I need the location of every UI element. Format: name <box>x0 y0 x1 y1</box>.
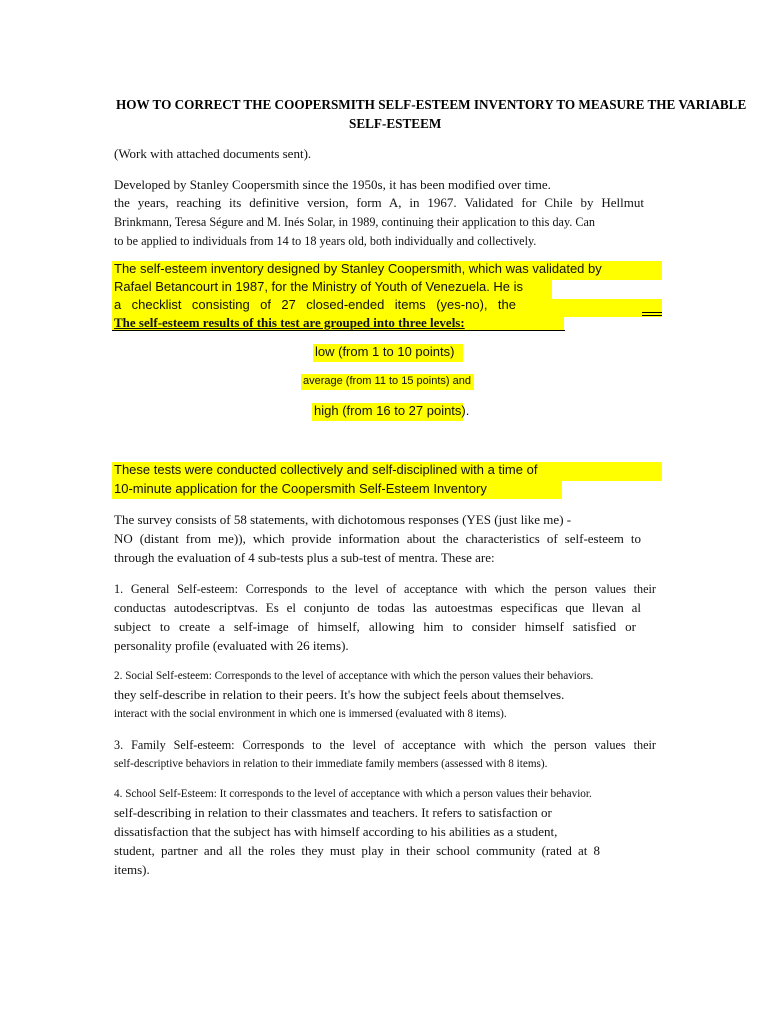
level-average <box>303 375 471 388</box>
level-high <box>314 404 469 419</box>
social-self-esteem-line-2: they self-describe in relation to their peers. It's how the subject feels about themselves. <box>114 687 565 702</box>
level-low: low (from 1 to 10 points) <box>315 344 455 359</box>
inventory-description-line-3: a checklist consisting of 27 closed-ended items (yes-no), the <box>114 297 516 312</box>
general-self-esteem-line-1: 1. General Self-esteem: Corresponds to the level of acceptance with which the person values their <box>114 582 656 596</box>
inventory-description-line-1: The self-esteem inventory designed by Stanley Coopersmith, which was validated by <box>114 261 602 276</box>
survey-paragraph-line-1: The survey consists of 58 statements, with dichotomous responses (YES (just like me) - <box>114 512 572 527</box>
general-self-esteem-line-2: conductas autodescriptvas. Es el conjunto de todas las autoestmas especificas que llevan al <box>114 600 641 615</box>
underline-mark <box>642 312 662 314</box>
underline-mark <box>642 315 662 317</box>
family-self-esteem-line-2: self-descriptive behaviors in relation to their immediate family members (assessed with 8 items). <box>114 758 548 770</box>
social-self-esteem-line-1: 2. Social Self-esteem: Corresponds to the level of acceptance with which the person values their behaviors. <box>114 670 594 682</box>
social-self-esteem-line-3: interact with the social environment in which one is immersed (evaluated with 8 items). <box>114 708 507 720</box>
school-self-esteem-line-1: 4. School Self-Esteem: It corresponds to the level of acceptance with which a person values their behavior. <box>114 788 592 800</box>
school-self-esteem-line-2: self-describing in relation to their classmates and teachers. It refers to satisfaction or <box>114 805 552 820</box>
family-self-esteem-line-1: 3. Family Self-esteem: Corresponds to the level of acceptance with which the person values their <box>114 738 656 752</box>
document-title-line-1: HOW TO CORRECT THE COOPERSMITH SELF-ESTEEM INVENTORY TO MEASURE THE VARIABLE <box>116 97 747 112</box>
school-self-esteem-line-4: student, partner and all the roles they must play in their school community (rated at 8 <box>114 843 600 858</box>
intro-paragraph-line-4: to be applied to individuals from 14 to 18 years old, both individually and collectively. <box>114 234 537 248</box>
intro-paragraph-line-1: Developed by Stanley Coopersmith since the 1950s, it has been modified over time. <box>114 177 551 192</box>
application-time-line-2: 10-minute application for the Coopersmith Self-Esteem Inventory <box>114 481 487 496</box>
levels-heading: The self-esteem results of this test are grouped into three levels: <box>114 315 465 330</box>
level-average-tail: d <box>464 375 471 387</box>
survey-paragraph-line-3: through the evaluation of 4 sub-tests plus a sub-test of mentra. These are: <box>114 550 495 565</box>
document-title-line-2: SELF-ESTEEM <box>349 116 442 131</box>
heading-underline <box>112 330 565 332</box>
attached-documents-note: (Work with attached documents sent). <box>114 146 312 161</box>
application-time-line-1: These tests were conducted collectively and self-disciplined with a time of <box>114 462 538 477</box>
survey-paragraph-line-2: NO (distant from me)), which provide information about the characteristics of self-esteem to <box>114 531 641 546</box>
school-self-esteem-line-3: dissatisfaction that the subject has with himself according to his abilities as a student, <box>114 824 558 839</box>
level-average-label: average (from 11 to 15 points) an <box>303 375 465 387</box>
level-high-label: high (from 16 to 27 points <box>314 403 462 418</box>
intro-paragraph-line-3: Brinkmann, Teresa Ségure and M. Inés Solar, in 1989, continuing their application to this day. Can <box>114 215 595 229</box>
intro-paragraph-line-2: the years, reaching its definitive version, form A, in 1967. Validated for Chile by Hellmut <box>114 195 644 210</box>
inventory-description-line-2: Rafael Betancourt in 1987, for the Ministry of Youth of Venezuela. He is <box>114 279 524 294</box>
school-self-esteem-line-5: items). <box>114 862 150 877</box>
level-high-tail: ). <box>461 403 470 418</box>
general-self-esteem-line-4: personality profile (evaluated with 26 items). <box>114 638 349 653</box>
general-self-esteem-line-3: subject to create a self-image of himself, allowing him to consider himself satisfied or <box>114 619 636 634</box>
